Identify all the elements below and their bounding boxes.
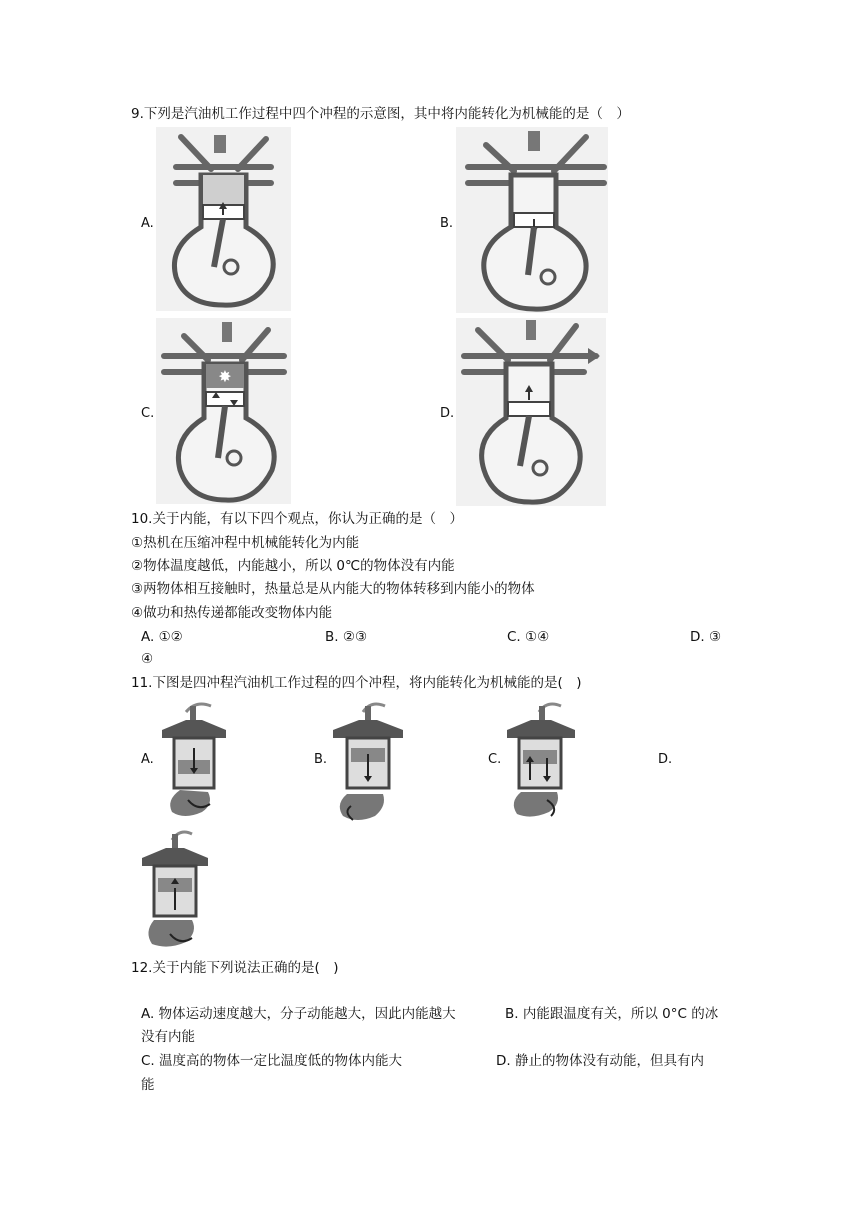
q9-option-a-label: A. [141, 216, 154, 231]
q11-option-c-label: C. [488, 752, 502, 767]
q10-statement-3: ③两物体相互接触时，热量总是从内能大的物体转移到内能小的物体 [131, 581, 535, 597]
q11-engine-image-b [329, 700, 406, 824]
q9-option-c-label: C. [141, 406, 155, 421]
q12-option-c: C. 温度高的物体一定比温度低的物体内能大 [141, 1053, 403, 1069]
q11-option-a-label: A. [141, 752, 154, 767]
q11-option-d-label: D. [658, 752, 673, 767]
q10-choice-c: C. ①④ [507, 629, 550, 645]
q10-choice-d-continued: ④ [141, 651, 154, 667]
q9-stem: 9.下列是汽油机工作过程中四个冲程的示意图，其中将内能转化为机械能的是（ ） [131, 106, 630, 122]
q10-stem: 10.关于内能，有以下四个观点，你认为正确的是（ ） [131, 511, 463, 527]
q12-option-b-continued: 没有内能 [141, 1029, 195, 1045]
q9-engine-diagram-c [156, 318, 291, 504]
q10-choice-a: A. ①② [141, 629, 183, 645]
q11-engine-image-a [156, 700, 232, 820]
q9-engine-diagram-a [156, 127, 291, 311]
q12-option-d-continued: 能 [141, 1077, 155, 1093]
q11-engine-image-c [503, 700, 578, 820]
q12-option-b: B. 内能跟温度有关，所以 0°C 的冰 [505, 1006, 719, 1022]
q9-engine-diagram-b [456, 127, 608, 313]
svg-text:✸: ✸ [218, 367, 232, 386]
q9-engine-diagram-d [456, 318, 606, 506]
q10-choice-d: D. ③ [690, 629, 722, 645]
q11-option-b-label: B. [314, 752, 328, 767]
q12-option-d: D. 静止的物体没有动能，但具有内 [496, 1053, 704, 1069]
q10-statement-4: ④做功和热传递都能改变物体内能 [131, 605, 333, 621]
q10-statement-1: ①热机在压缩冲程中机械能转化为内能 [131, 535, 360, 551]
q11-stem: 11.下图是四冲程汽油机工作过程的四个冲程，将内能转化为机械能的是( ) [131, 675, 582, 691]
q9-option-d-label: D. [440, 406, 455, 421]
q12-stem: 12.关于内能下列说法正确的是( ) [131, 960, 339, 976]
q12-option-a: A. 物体运动速度越大，分子动能越大，因此内能越大 [141, 1006, 456, 1022]
q11-engine-image-d [140, 826, 210, 950]
q10-statement-2: ②物体温度越低，内能越小，所以 0℃的物体没有内能 [131, 558, 455, 574]
q10-choice-b: B. ②③ [325, 629, 368, 645]
q9-option-b-label: B. [440, 216, 454, 231]
